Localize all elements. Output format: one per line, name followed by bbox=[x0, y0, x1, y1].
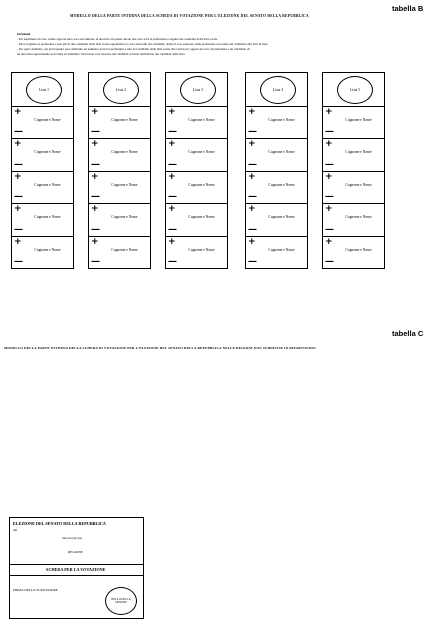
minus-sign: — bbox=[91, 256, 100, 267]
minus-sign: — bbox=[14, 127, 23, 138]
instructions-block bbox=[17, 32, 268, 57]
minus-sign: — bbox=[325, 159, 334, 170]
plus-sign: + bbox=[168, 236, 176, 247]
minus-sign: — bbox=[248, 127, 257, 138]
minus-sign: — bbox=[168, 159, 177, 170]
minus-sign: — bbox=[168, 256, 177, 267]
plus-sign: + bbox=[325, 139, 333, 150]
plus-sign: + bbox=[248, 107, 256, 117]
ballot-region: REGIONE bbox=[68, 550, 83, 554]
ballot-date-line: data del giorno bbox=[62, 536, 83, 540]
candidate-row bbox=[165, 237, 228, 269]
candidate-row bbox=[322, 107, 385, 139]
candidate-row bbox=[165, 204, 228, 236]
candidate-row bbox=[322, 204, 385, 236]
ballot-outer-face bbox=[9, 517, 144, 619]
ballot-del: del bbox=[13, 528, 18, 532]
plus-sign: + bbox=[91, 107, 99, 117]
candidate-row bbox=[88, 237, 151, 269]
candidate-name: Cognome e Nome bbox=[111, 182, 138, 187]
list-symbol-box bbox=[11, 72, 74, 107]
list-name: Lista 1 bbox=[39, 88, 49, 92]
candidate-name: Cognome e Nome bbox=[268, 118, 295, 122]
candidate-row bbox=[11, 107, 74, 139]
candidate-row bbox=[245, 237, 308, 269]
plus-sign: + bbox=[168, 139, 176, 150]
candidate-name: Cognome e Nome bbox=[188, 118, 215, 122]
plus-sign: + bbox=[91, 171, 99, 182]
candidate-row bbox=[165, 107, 228, 139]
candidate-name: Cognome e Nome bbox=[34, 215, 61, 220]
candidate-row bbox=[245, 172, 308, 204]
candidate-name: Cognome e Nome bbox=[268, 247, 295, 252]
plus-sign: + bbox=[325, 236, 333, 247]
ballot-title: ELEZIONE DEL SENATO DELLA REPUBBLICA bbox=[13, 521, 106, 526]
candidate-row bbox=[11, 139, 74, 171]
candidate-name: Cognome e Nome bbox=[111, 247, 138, 252]
candidate-row bbox=[88, 107, 151, 139]
tabella-c-tag: tabella C bbox=[392, 329, 424, 338]
plus-sign: + bbox=[168, 204, 176, 215]
candidate-name: Cognome e Nome bbox=[111, 118, 138, 122]
candidate-row bbox=[88, 172, 151, 204]
list-column bbox=[245, 72, 308, 269]
plus-sign: + bbox=[325, 171, 333, 182]
minus-sign: — bbox=[14, 159, 23, 170]
minus-sign: — bbox=[248, 256, 257, 267]
plus-sign: + bbox=[248, 171, 256, 182]
candidate-name: Cognome e Nome bbox=[268, 182, 295, 187]
candidate-row bbox=[245, 139, 308, 171]
tabella-b-header: MODELLO DELLA PARTE INTERNA DELLA SCHEDA DI VOTAZIONE PER L'ELEZIONE DEL SENATO DELLA REPUBBLICA bbox=[70, 14, 309, 18]
minus-sign: — bbox=[248, 192, 257, 203]
candidate-name: Cognome e Nome bbox=[34, 182, 61, 187]
minus-sign: — bbox=[248, 224, 257, 235]
list-column bbox=[11, 72, 74, 269]
candidate-name: Cognome e Nome bbox=[188, 247, 215, 252]
list-symbol-box bbox=[322, 72, 385, 107]
plus-sign: + bbox=[14, 204, 22, 215]
minus-sign: — bbox=[325, 127, 334, 138]
ballot-firma: FIRMA DELLO SCRUTATORE bbox=[13, 588, 58, 592]
candidate-name: Cognome e Nome bbox=[34, 118, 61, 122]
minus-sign: — bbox=[91, 159, 100, 170]
list-symbol-box bbox=[88, 72, 151, 107]
instruction-line: - Per ogni candidato, sia nel riquadro esso attribuito un aumento dovrà la preferenza e uno dei candidati della lista scelta che vedi dove; appare un voto di preferenza a un candidato di bbox=[17, 47, 250, 51]
candidate-name: Cognome e Nome bbox=[34, 150, 61, 155]
list-symbol-circle bbox=[180, 76, 216, 104]
candidate-name: Cognome e Nome bbox=[111, 150, 138, 155]
plus-sign: + bbox=[168, 107, 176, 117]
candidate-row bbox=[11, 172, 74, 204]
minus-sign: — bbox=[325, 224, 334, 235]
plus-sign: + bbox=[248, 204, 256, 215]
list-symbol-circle bbox=[26, 76, 62, 104]
instruction-line: - Per esprimere un voto valido apporre una croce sul simbolo di una lista; in questo modo tale voto avrà la preferenza a seguire dei candidati della lista scelta. bbox=[17, 37, 218, 41]
list-name: Lista 4 bbox=[273, 88, 283, 92]
minus-sign: — bbox=[325, 192, 334, 203]
minus-sign: — bbox=[325, 256, 334, 267]
minus-sign: — bbox=[91, 224, 100, 235]
candidate-row bbox=[322, 139, 385, 171]
minus-sign: — bbox=[168, 224, 177, 235]
list-column bbox=[88, 72, 151, 269]
list-name: Lista 3 bbox=[193, 88, 203, 92]
plus-sign: + bbox=[91, 204, 99, 215]
instructions-title: Istruzioni bbox=[17, 32, 31, 36]
instruction-line: un altra lista appartenente non viene ad annullare. Non basta così rivestire dei candidati concetti dell'istituto dei candidati della lista. bbox=[17, 52, 186, 56]
candidate-name: Cognome e Nome bbox=[188, 215, 215, 220]
ballot-divider bbox=[10, 575, 143, 576]
tabella-b-tag: tabella B bbox=[392, 4, 424, 13]
plus-sign: + bbox=[14, 236, 22, 247]
minus-sign: — bbox=[91, 192, 100, 203]
tabella-c-header: MODELLO DELLA PARTE ESTERNA DELLA SCHEDA DI VOTAZIONE PER L'ELEZIONE DEL SENATO DELLA REPUBBLICA NELLE REGIONI NON SUDDIVISE IN RIPARTIZIONI bbox=[4, 346, 316, 350]
list-column bbox=[322, 72, 385, 269]
plus-sign: + bbox=[325, 204, 333, 215]
candidate-name: Cognome e Nome bbox=[345, 215, 372, 220]
candidate-row bbox=[322, 237, 385, 269]
list-symbol-circle bbox=[260, 76, 296, 104]
candidate-name: Cognome e Nome bbox=[268, 150, 295, 155]
plus-sign: + bbox=[91, 139, 99, 150]
candidate-row bbox=[245, 107, 308, 139]
candidate-name: Cognome e Nome bbox=[188, 150, 215, 155]
minus-sign: — bbox=[14, 256, 23, 267]
candidate-name: Cognome e Nome bbox=[345, 118, 372, 122]
candidate-row bbox=[88, 204, 151, 236]
plus-sign: + bbox=[168, 171, 176, 182]
minus-sign: — bbox=[14, 192, 23, 203]
plus-sign: + bbox=[248, 139, 256, 150]
candidate-row bbox=[165, 139, 228, 171]
candidate-row bbox=[11, 204, 74, 236]
candidate-name: Cognome e Nome bbox=[111, 215, 138, 220]
ballot-scheda: SCHEDA PER LA VOTAZIONE bbox=[46, 567, 106, 572]
candidate-name: Cognome e Nome bbox=[345, 182, 372, 187]
minus-sign: — bbox=[168, 192, 177, 203]
list-symbol-circle bbox=[337, 76, 373, 104]
plus-sign: + bbox=[14, 171, 22, 182]
list-symbol-box bbox=[245, 72, 308, 107]
minus-sign: — bbox=[14, 224, 23, 235]
ballot-seal bbox=[105, 587, 137, 615]
candidate-name: Cognome e Nome bbox=[345, 247, 372, 252]
minus-sign: — bbox=[91, 127, 100, 138]
list-name: Lista 2 bbox=[116, 88, 126, 92]
list-symbol-box bbox=[165, 72, 228, 107]
plus-sign: + bbox=[14, 139, 22, 150]
plus-sign: + bbox=[248, 236, 256, 247]
candidate-row bbox=[11, 237, 74, 269]
candidate-name: Cognome e Nome bbox=[268, 215, 295, 220]
plus-sign: + bbox=[14, 107, 22, 117]
candidate-row bbox=[88, 139, 151, 171]
candidate-row bbox=[322, 172, 385, 204]
list-symbol-circle bbox=[103, 76, 139, 104]
candidate-name: Cognome e Nome bbox=[188, 182, 215, 187]
candidate-name: Cognome e Nome bbox=[345, 150, 372, 155]
list-name: Lista 5 bbox=[350, 88, 360, 92]
minus-sign: — bbox=[168, 127, 177, 138]
candidate-name: Cognome e Nome bbox=[34, 247, 61, 252]
list-column bbox=[165, 72, 228, 269]
instruction-line: - Puoi scegliere la preferenza e non più di due candidati della lista votata apponendo la croce sui nomi dei candidati; anche il voto espresso dalla preferenza con nome del candidato alla lista in lista. bbox=[17, 42, 269, 46]
minus-sign: — bbox=[248, 159, 257, 170]
candidate-row bbox=[245, 204, 308, 236]
ballot-divider bbox=[10, 564, 143, 565]
plus-sign: + bbox=[91, 236, 99, 247]
plus-sign: + bbox=[325, 107, 333, 117]
ballot-seal-text: BOLLO DELLA SEZIONE bbox=[111, 597, 131, 604]
candidate-row bbox=[165, 172, 228, 204]
